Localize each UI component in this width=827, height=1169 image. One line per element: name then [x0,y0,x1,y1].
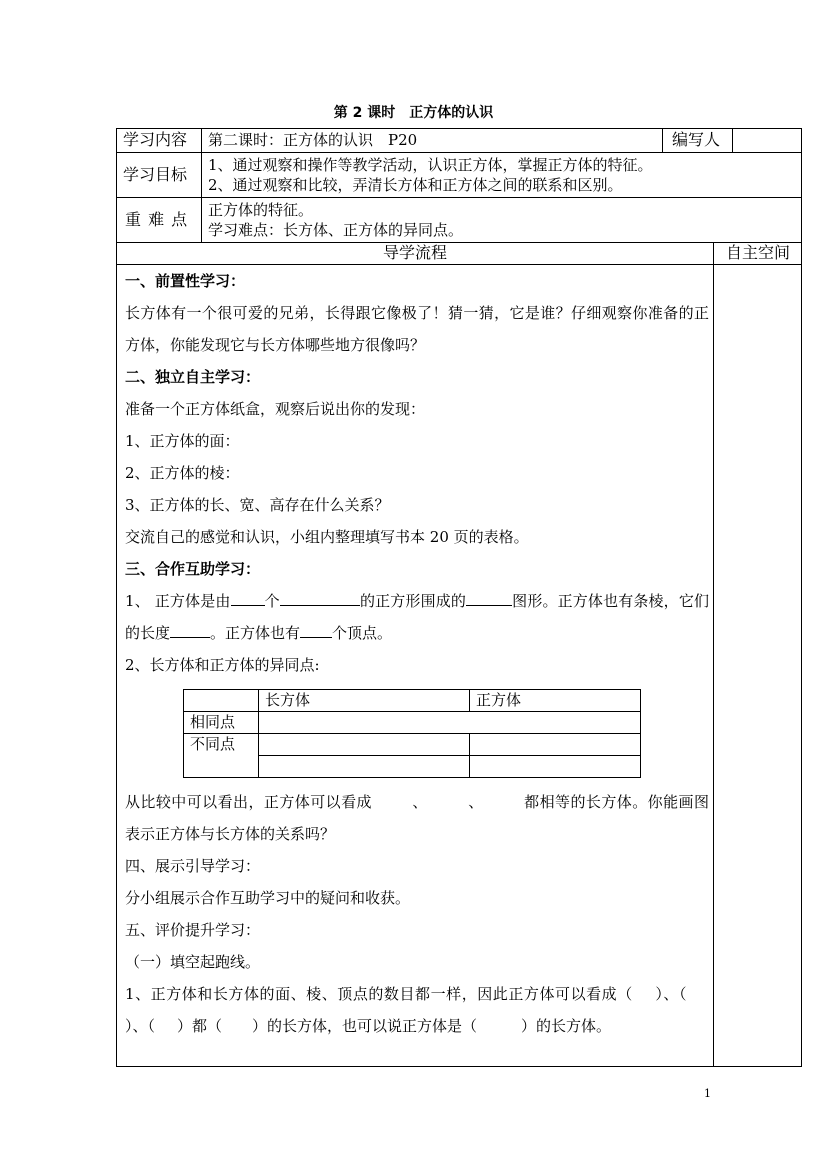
section-line: 交流自己的感觉和认识，小组内整理填写书本 20 页的表格。 [125,528,529,546]
col-divider [662,129,663,152]
blank[interactable] [280,589,360,606]
compare-table [183,689,641,778]
blank[interactable] [466,589,512,606]
key-label: 重 难 点 [125,210,189,229]
goals-label: 学习目标 [123,165,188,184]
answer-cell[interactable] [259,734,470,756]
conclusion-text: 从比较中可以看出，正方体可以看成 、 、 都相等的长方体。你能画图表示正方体与长方体的关系吗？ [125,793,709,843]
page-number: 1 [704,1087,711,1100]
section-line: 2、长方体和正方体的异同点: [125,656,320,674]
self-space-label: 自主空间 [725,243,790,262]
section-heading: 四、展示引导学习： [125,857,261,875]
flow-label: 导学流程 [382,243,447,262]
section-heading: 二、独立自主学习： [125,368,261,386]
section-text: 分小组展示合作互助学习中的疑问和收获。 [125,889,411,907]
flow-content [125,265,709,1042]
table-corner [184,690,259,712]
goal-item: 1、通过观察和操作等教学活动，认识正方体，掌握正方体的特征。 [208,156,653,174]
section-heading: 五、评价提升学习： [125,921,261,939]
key-point: 正方体的特征。 [208,201,314,219]
section-heading: 三、合作互助学习： [125,560,261,578]
lesson-table [116,128,802,1067]
content-label: 学习内容 [123,130,188,149]
blank[interactable] [231,589,265,606]
section-heading: 一、前置性学习： [125,272,246,290]
page-title: 第 2 课时 正方体的认识 [333,105,494,121]
table-header: 正方体 [470,690,641,712]
section-line: 2、正方体的棱： [125,464,240,482]
key-point: 学习难点：长方体、正方体的异同点。 [208,221,464,239]
content-value: 第二课时：正方体的认识 P20 [208,131,418,149]
section-text: 长方体有一个很可爱的兄弟，长得跟它像极了！猜一猜，它是谁？仔细观察你准备的正方体，你能发现它与长方体哪些地方很像吗？ [125,304,709,354]
blank[interactable] [300,621,332,638]
table-header: 长方体 [259,690,470,712]
row-label: 不同点 [184,734,259,778]
col-divider [713,242,714,1066]
section-line: 3、正方体的长、宽、高存在什么关系？ [125,496,390,514]
fill-blank-question: 1、 正方体是由 个 的正方形围成的 图形。正方体也有条棱，它们的长度 。正方体也有 个顶点。 [125,585,709,649]
author-label: 编写人 [672,130,721,149]
answer-cell[interactable] [259,712,641,734]
answer-cell[interactable] [259,756,470,778]
row-divider [117,152,801,153]
col-divider [201,129,202,242]
row-label: 相同点 [184,712,259,734]
answer-cell[interactable] [470,756,641,778]
section-line: 准备一个正方体纸盒，观察后说出你的发现： [125,400,426,418]
goal-item: 2、通过观察和比较，弄清长方体和正方体之间的联系和区别。 [208,176,623,194]
col-divider [732,129,733,152]
answer-cell[interactable] [470,734,641,756]
fill-blank-question: 1、正方体和长方体的面、棱、顶点的数目都一样，因此正方体可以看成（ ）、（）、（ ）都（ ）的长方体，也可以说正方体是（ ）的长方体。 [125,985,687,1035]
section-line: 1、正方体的面： [125,432,240,450]
section-sub: （一）填空起跑线。 [125,953,261,971]
row-divider [117,197,801,198]
blank[interactable] [170,621,210,638]
